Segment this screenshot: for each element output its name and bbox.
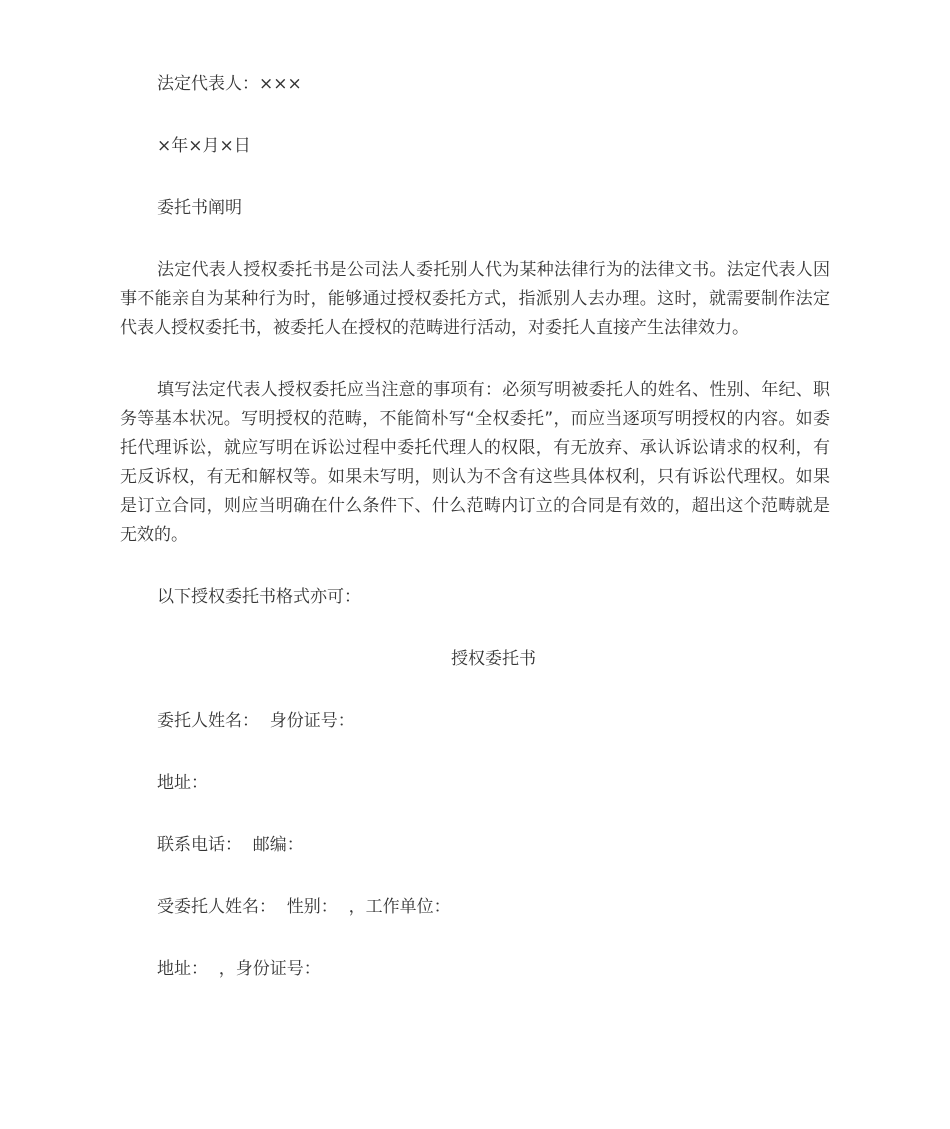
legal-representative-line: 法定代表人：××× <box>157 74 302 94</box>
definition-paragraph: 法定代表人授权委托书是公司法人委托别人代为某种法律行为的法律文书。法定代表人因事不能亲自为某种行为时，能够通过授权委托方式，指派别人去办理。这时，就需要制作法定代表人授权委托书，被委托人在授权的范畴进行活动，对委托人直接产生法律效力。 <box>120 260 830 338</box>
client-address-line: 地址： <box>157 773 208 793</box>
client-contact-line: 联系电话： 邮编： <box>157 835 304 855</box>
template-title: 授权委托书 <box>451 649 536 669</box>
client-name-id-line: 委托人姓名： 身份证号： <box>157 711 355 731</box>
document-page <box>120 70 830 1017</box>
agent-info-line: 受委托人姓名： 性别： ，工作单位： <box>157 897 451 917</box>
date-line: ×年×月×日 <box>157 136 251 156</box>
agent-address-line: 地址： ，身份证号： <box>157 959 321 979</box>
explanation-heading: 委托书阐明 <box>157 198 242 218</box>
template-intro: 以下授权委托书格式亦可： <box>157 587 361 607</box>
notes-paragraph: 填写法定代表人授权委托应当注意的事项有：必须写明被委托人的姓名、性别、年纪、职务等基本状况。写明授权的范畴，不能简朴写“全权委托”，而应当逐项写明授权的内容。如委托代理诉讼，就应写明在诉讼过程中委托代理人的权限，有无放弃、承认诉讼请求的权利，有无反诉权，有无和解权等。如果未写明，则认为不含有这些具体权利，只有诉讼代理权。如果是订立合同，则应当明确在什么条件下、什么范畴内订立的合同是有效的，超出这个范畴就是无效的。 <box>120 380 830 545</box>
